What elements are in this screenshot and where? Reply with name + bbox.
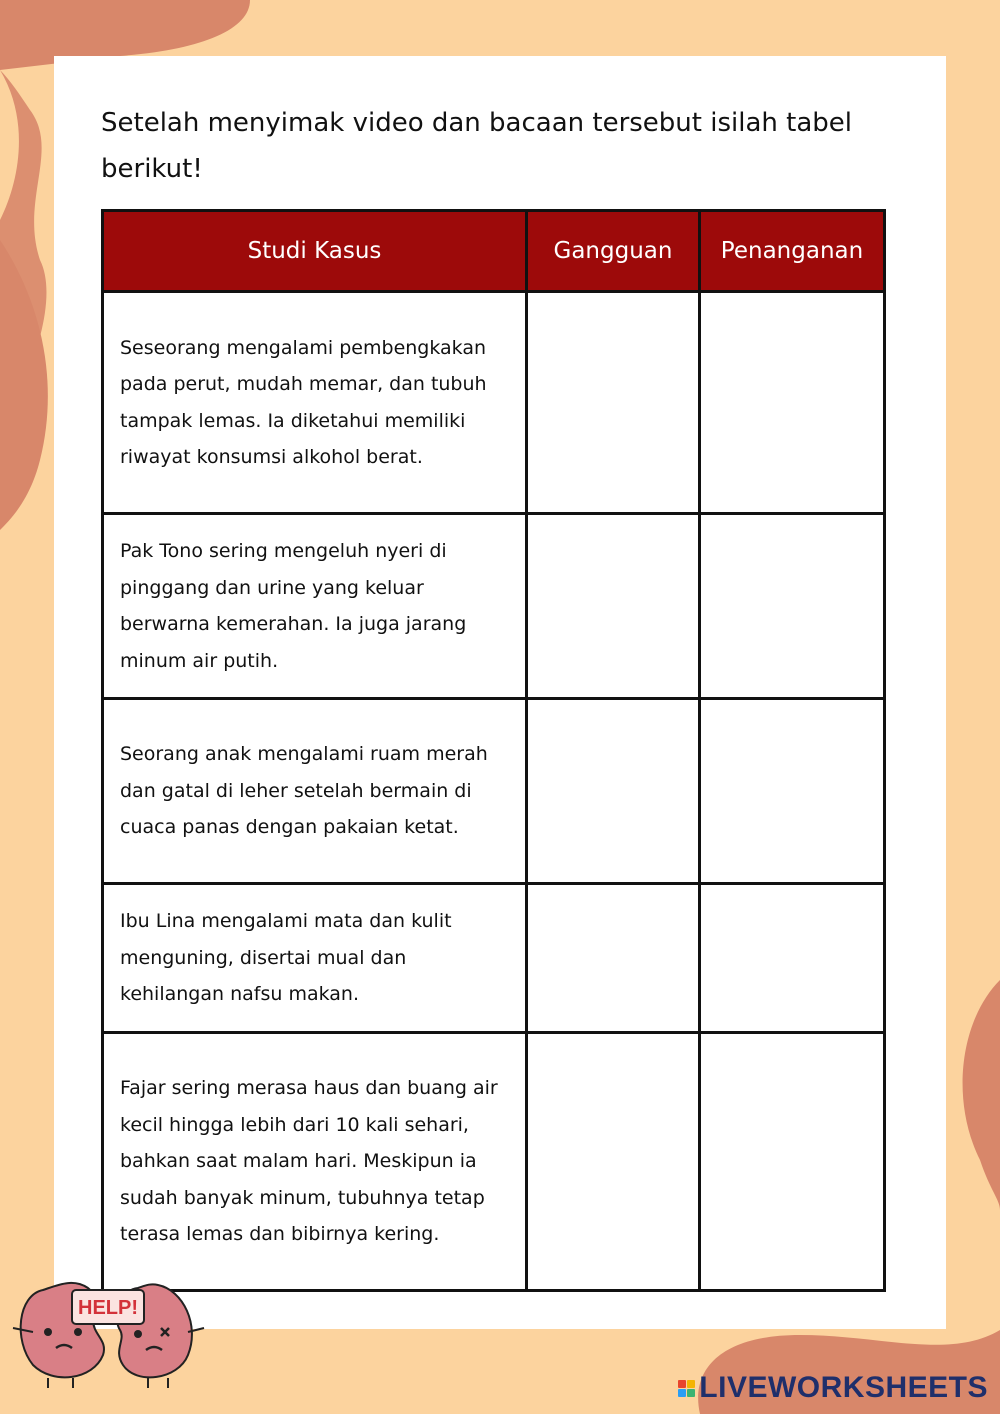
header-studi-kasus: Studi Kasus [103,211,527,292]
table-row [103,1033,885,1291]
treatment-answer-cell[interactable] [700,292,885,514]
disorder-answer-cell[interactable] [527,514,700,699]
case-text: Seorang anak mengalami ruam merah dan gatal di leher setelah bermain di cuaca panas dengan pakaian ketat. [103,699,527,884]
treatment-answer-cell[interactable] [700,884,885,1033]
case-text: Seseorang mengalami pembengkakan pada perut, mudah memar, dan tubuh tampak lemas. Ia diketahui memiliki riwayat konsumsi alkohol berat. [103,292,527,514]
disorder-answer-cell[interactable] [527,884,700,1033]
header-penanganan: Penanganan [700,211,885,292]
help-sign-text: HELP! [78,1297,138,1319]
disorder-answer-cell[interactable] [527,699,700,884]
right-blob [963,980,1000,1210]
treatment-answer-cell[interactable] [700,514,885,699]
case-text: Fajar sering merasa haus dan buang air kecil hingga lebih dari 10 kali sehari, bahkan saat malam hari. Meskipun ia sudah banyak minum, tubuhnya tetap terasa lemas dan bibirnya kering. [103,1033,527,1291]
table-header-row [103,211,885,292]
case-text: Pak Tono sering mengeluh nyeri di pinggang dan urine yang keluar berwarna kemerahan. Ia juga jarang minum air putih. [103,514,527,699]
treatment-answer-cell[interactable] [700,699,885,884]
case-study-table [101,209,886,1292]
liveworksheets-brand-text: LIVEWORKSHEETS [699,1371,988,1404]
table-row [103,884,885,1033]
liveworksheets-branding [678,1370,988,1406]
disorder-answer-cell[interactable] [527,292,700,514]
liveworksheets-logo-icon [678,1380,695,1397]
table-row [103,699,885,884]
table-row [103,514,885,699]
case-text: Ibu Lina mengalami mata dan kulit menguning, disertai mual dan kehilangan nafsu makan. [103,884,527,1033]
table-row [103,292,885,514]
kidney-help-illustration [8,1270,208,1390]
treatment-answer-cell[interactable] [700,1033,885,1291]
header-gangguan: Gangguan [527,211,700,292]
instruction-text: Setelah menyimak video dan bacaan tersebut isilah tabel berikut! [101,108,852,184]
disorder-answer-cell[interactable] [527,1033,700,1291]
